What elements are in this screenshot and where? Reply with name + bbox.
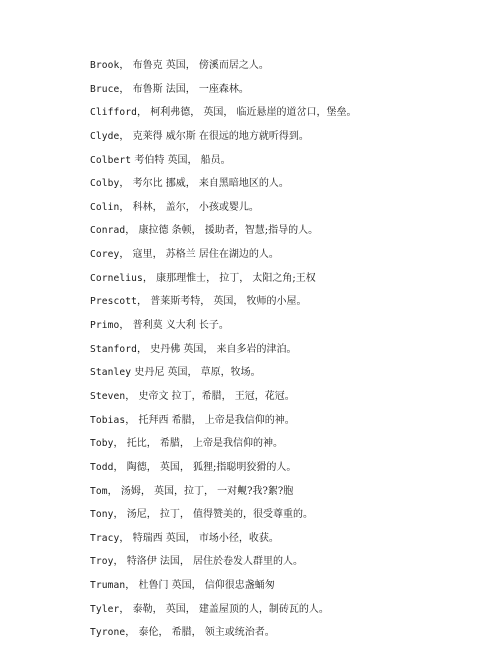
list-item: [90, 527, 490, 551]
entry-text: ， 泰伦， 希腊， 领主或统治者。: [125, 627, 275, 639]
list-item: [90, 149, 490, 173]
entry-text: ， 布鲁克 英国， 傍溪而居之人。: [119, 60, 269, 71]
entry-name: Colbert: [90, 154, 132, 166]
list-item: [90, 219, 490, 243]
entry-text: ， 科林， 盖尔， 小孩或婴儿。: [119, 201, 259, 213]
list-item: [90, 196, 490, 220]
entry-text: ， 普利莫 义大利 长子。: [119, 320, 229, 332]
list-item: [90, 385, 490, 409]
entry-text: ， 柯利弗德， 英国， 临近悬崖的道岔口，堡垒。: [137, 107, 357, 119]
entry-text: ， 普莱斯考特， 英国， 牧师的小屋。: [137, 296, 307, 308]
list-item: [90, 503, 490, 527]
entry-name: Stanford: [90, 343, 138, 355]
entry-name: Brook: [90, 60, 120, 71]
name-list: [90, 54, 490, 645]
entry-name: Clyde: [90, 130, 120, 142]
list-item: [90, 598, 490, 622]
entry-name: Tom: [90, 485, 108, 497]
list-item: [90, 480, 490, 504]
entry-name: Toby: [90, 438, 114, 450]
entry-name: Tyrone: [90, 627, 126, 639]
entry-text: ， 特洛伊 法国， 居住於卷发人群里的人。: [113, 556, 304, 568]
list-item: [90, 243, 490, 267]
entry-text: 史丹尼 英国， 草原，牧场。: [131, 367, 261, 379]
entry-name: Tyler: [90, 603, 120, 615]
entry-text: 考伯特 英国， 船员。: [131, 154, 231, 166]
entry-name: Cornelius: [90, 272, 143, 284]
list-item: [90, 432, 490, 456]
list-item: [90, 54, 490, 78]
list-item: [90, 290, 490, 314]
entry-name: Conrad: [90, 225, 126, 237]
list-item: [90, 78, 490, 102]
entry-text: ， 特瑞西 英国， 市场小径，收获。: [119, 532, 279, 544]
entry-name: Tobias: [90, 414, 126, 426]
entry-text: ， 陶德， 英国， 狐狸;指聪明狡猾的人。: [113, 461, 297, 473]
list-item: [90, 621, 490, 645]
entry-text: ， 考尔比 挪威， 来自黑暗地区的人。: [119, 178, 289, 190]
entry-name: Colby: [90, 178, 120, 190]
entry-name: Truman: [90, 580, 126, 592]
list-item: [90, 574, 490, 598]
entry-text: ， 汤姆， 英国，拉丁， 一对觍?我?絮?胞: [107, 485, 294, 497]
entry-name: Stanley: [90, 367, 132, 379]
entry-name: Primo: [90, 320, 120, 332]
entry-text: ， 康那理惟士， 拉丁， 太阳之角;王权: [142, 272, 316, 284]
list-item: [90, 361, 490, 385]
entry-name: Clifford: [90, 107, 138, 119]
entry-name: Steven: [90, 390, 126, 402]
list-item: [90, 550, 490, 574]
entry-name: Prescott: [90, 296, 138, 308]
list-item: [90, 314, 490, 338]
entry-text: ， 布鲁斯 法国， 一座森林。: [119, 83, 249, 95]
entry-text: ， 史帝文 拉丁，希腊， 王冠，花冠。: [125, 390, 295, 402]
entry-name: Troy: [90, 556, 114, 568]
entry-name: Todd: [90, 461, 114, 473]
entry-name: Bruce: [90, 83, 120, 95]
entry-name: Tracy: [90, 532, 120, 544]
list-item: [90, 267, 490, 291]
list-item: [90, 409, 490, 433]
list-item: [90, 456, 490, 480]
entry-text: ， 寇里， 苏格兰 居住在湖边的人。: [119, 249, 279, 261]
entry-name: Tony: [90, 509, 114, 521]
entry-text: ， 泰勒， 英国， 建盖屋顶的人，制砖瓦的人。: [119, 603, 329, 615]
list-item: [90, 338, 490, 362]
entry-text: ， 杜鲁门 英国， 信仰很忠盏蛹匆: [125, 580, 275, 592]
entry-text: ， 康拉德 条顿， 援助者，智慧;指导的人。: [125, 225, 319, 237]
entry-text: ， 托拜西 希腊， 上帝是我信仰的神。: [125, 414, 295, 426]
entry-text: ， 史丹佛 英国， 来自多岩的津泊。: [137, 343, 297, 355]
entry-name: Colin: [90, 201, 120, 213]
entry-text: ， 克莱得 威尔斯 在很远的地方就听得到。: [119, 130, 309, 142]
entry-text: ， 汤尼， 拉丁， 值得赞美的，很受尊重的。: [113, 509, 314, 521]
list-item: [90, 172, 490, 196]
entry-text: ， 托比， 希腊， 上帝是我信仰的神。: [113, 438, 284, 450]
list-item: [90, 125, 490, 149]
entry-name: Corey: [90, 249, 120, 261]
list-item: [90, 101, 490, 125]
